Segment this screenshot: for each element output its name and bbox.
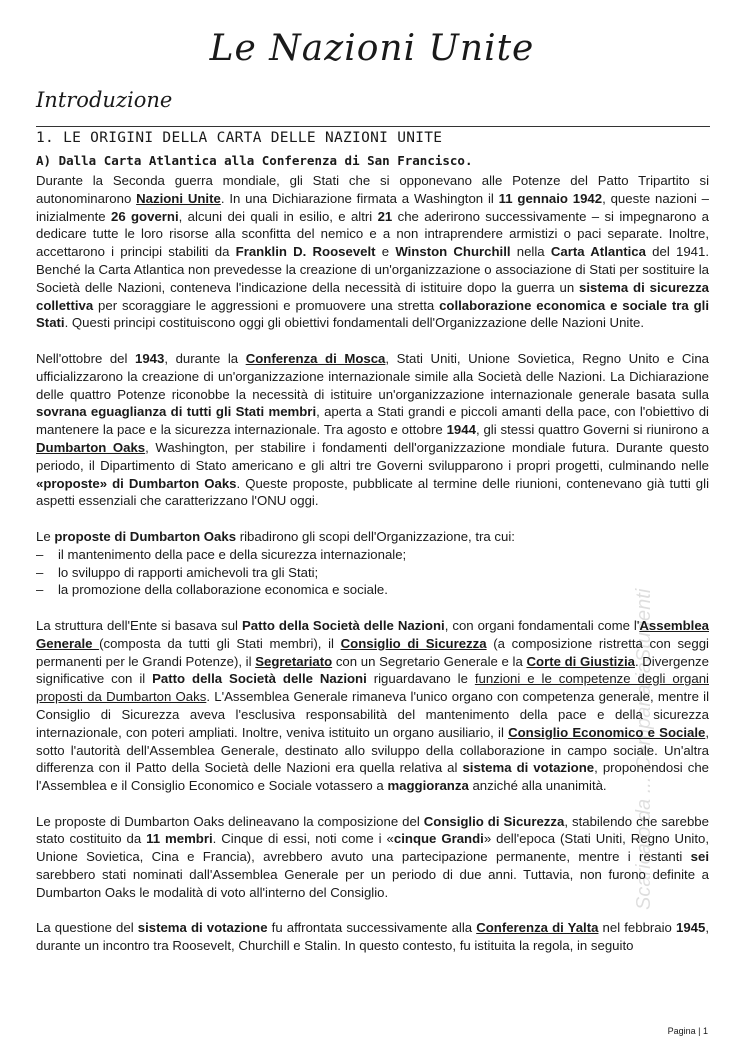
- paragraph-1: Durante la Seconda guerra mondiale, gli Stati che si opponevano alle Potenze del Patto Tripartito si autonominarono Nazioni Unite. In una Dichiarazione firmata a Washington il 11 gennaio 1942, queste nazioni – inizialmente 26 governi, alcuni dei quali in esilio, e altri 21 che aderirono successivamente – si impegnarono a dedicare tutte le loro risorse alla sconfitta del nemico e a non intraprendere armistizi o paci separate. Inoltre, accettarono i principi stabiliti da Franklin D. Roosevelt e Winston Churchill nella Carta Atlantica del 1941. Benché la Carta Atlantica non prevedesse la creazione di un'organizzazione o associazione di Stati per sostituire la Società delle Nazioni, conteneva l'indicazione della necessità di istituire dopo la guerra un sistema di sicurezza collettiva per scoraggiare le aggressioni e promuovere una stretta collaborazione economica e sociale tra gli Stati. Questi principi costituiscono oggi gli obiettivi fondamentali dell'Organizzazione delle Nazioni Unite.: [36, 173, 709, 331]
- body-text: [36, 172, 709, 955]
- heading-divider: [36, 126, 710, 127]
- paragraph-6: La questione del sistema di votazione fu affrontata successivamente alla Conferenza di Yalta nel febbraio 1945, durante un incontro tra Roosevelt, Churchill e Stalin. In questo contesto, fu istituita la regola, in seguito: [36, 920, 709, 954]
- page-footer: Pagina | 1: [667, 1026, 708, 1036]
- list-item: – il mantenimento della pace e della sicurezza internazionale;: [36, 546, 709, 564]
- list-item: – lo sviluppo di rapporti amichevoli tra gli Stati;: [36, 564, 709, 582]
- page-title: Le Nazioni Unite: [209, 28, 535, 69]
- intro-heading: Introduzione: [36, 88, 173, 112]
- list-item: – la promozione della collaborazione economica e sociale.: [36, 581, 709, 599]
- watermark-text: Scaricato da ... CampanariaStudenti: [633, 588, 655, 910]
- aims-list: [36, 546, 709, 599]
- term: Nazioni Unite: [136, 190, 221, 206]
- paragraph-5: Le proposte di Dumbarton Oaks delineavano la composizione del Consiglio di Sicurezza, stabilendo che sarebbe stato costituito da 11 membri. Cinque di essi, noti come i «cinque Grandi» dell'epoca (Stati Uniti, Regno Unito, Unione Sovietica, Cina e Francia), avrebbero avuto una partecipazione permanente, mentre i restanti sei sarebbero stati nominati dall'Assemblea Generale per un periodo di due anni. Tuttavia, non furono definite a Dumbarton Oaks le modalità di voto all'interno del Consiglio.: [36, 813, 710, 900]
- paragraph-3: Le proposte di Dumbarton Oaks ribadirono gli scopi dell'Organizzazione, tra cui:: [36, 528, 515, 544]
- watermark: [620, 540, 660, 920]
- subsection-heading: A) Dalla Carta Atlantica alla Conferenza di San Francisco.: [36, 153, 473, 168]
- section-heading: 1. LE ORIGINI DELLA CARTA DELLE NAZIONI UNITE: [36, 130, 443, 146]
- paragraph-4: La struttura dell'Ente si basava sul Patto della Società delle Nazioni, con organi fondamentali come l'Assemblea Generale (composta da tutti gli Stati membri), il Consiglio di Sicurezza (a composizione ristretta con seggi permanenti per le Grandi Potenze), il Segretariato con un Segretario Generale e la Corte di Giustizia. Divergenze significative con il Patto della Società delle Nazioni riguardavano le funzioni e le competenze degli organi proposti da Dumbarton Oaks. L'Assemblea Generale rimaneva l'unico organo con competenza generale, mentre il Consiglio di Sicurezza aveva l'esclusiva responsabilità del mantenimento della pace e della sicurezza internazionale, con poteri ampliati. Inoltre, veniva istituito un organo ausiliario, il Consiglio Economico e Sociale, sotto l'autorità dell'Assemblea Generale, destinato allo sviluppo della collaborazione in campo sociale. Un'altra differenza con il Patto della Società delle Nazioni era quella relativa al sistema di votazione, proponendosi che l'Assemblea e il Consiglio Economico e Sociale votassero a maggioranza anziché alla unanimità.: [36, 617, 710, 794]
- paragraph-2: Nell'ottobre del 1943, durante la Conferenza di Mosca, Stati Uniti, Unione Sovietica, Regno Unito e Cina ufficializzarono la creazione di un'organizzazione internazionale simile alla Società delle Nazioni. La Dichiarazione delle quattro Potenze riconobbe la necessità di istituire un'organizzazione internazionale generale basata sulla sovrana eguaglianza di tutti gli Stati membri, aperta a Stati grandi e piccoli amanti della pace, con l'obiettivo di mantenere la pace e la sicurezza internazionale. Tra agosto e ottobre 1944, gli stessi quattro Governi si riunirono a Dumbarton Oaks, Washington, per stabilire i fondamenti dell'organizzazione mondiale futura. Durante questo periodo, il Dipartimento di Stato americano e gli altri tre Governi svilupparono i propri progetti, culminando nelle «proposte» di Dumbarton Oaks. Queste proposte, pubblicate al termine delle riunioni, contenevano già tutti gli aspetti essenziali che caratterizzano l'ONU oggi.: [36, 350, 709, 509]
